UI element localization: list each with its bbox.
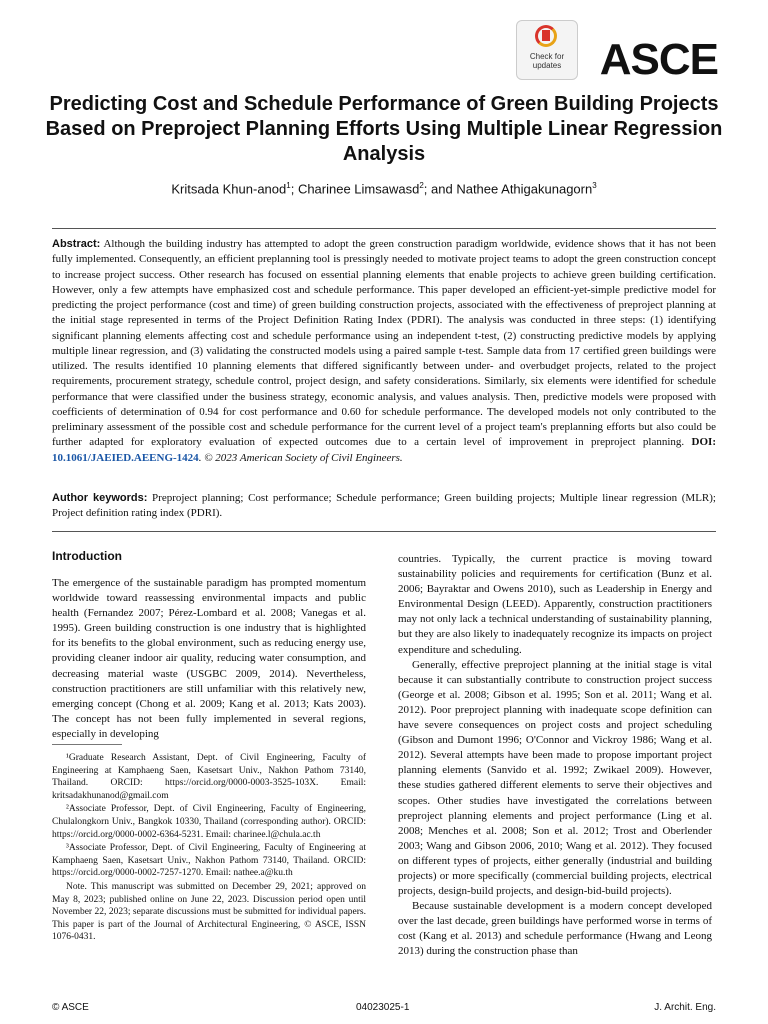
footnotes — [52, 752, 366, 945]
paragraph: countries. Typically, the current practice is moving toward sustainability policies and requirements for certification (Bunz et al. 2006; Bayraktar and Owens 2010), such as Leadership in Energy and Environmental Design (LEED). Apparently, construction practitioners may not only lack a technical understanding of sustainability planning, but they are also likely to inadequately recognize its impacts on project expenditure and scheduling. — [398, 553, 712, 656]
footnote: ¹Graduate Research Assistant, Dept. of Civil Engineering, Faculty of Engineering at Kamphaeng Saen, Kasetsart Univ., Nakhon Pathom 73140, Thailand. ORCID: https://orcid.org/0000-0003-3525-103X. Email: kritsadakhunanod@gmail.com — [52, 753, 366, 801]
author-affil: 2 — [419, 181, 424, 190]
abstract-label: Abstract: — [52, 238, 101, 250]
author-affil: 3 — [592, 181, 597, 190]
asce-logo: ASCE — [599, 35, 718, 84]
author-list: Kritsada Khun-anod$^1$; Charinee Limsawasd$^2$; and Nathee Athigakunagorn$^3$ — [171, 181, 597, 197]
abstract — [52, 237, 716, 466]
author-name: Kritsada Khun-anod — [171, 181, 287, 197]
bottom-rule — [52, 531, 716, 532]
check-for-updates-badge[interactable] — [516, 20, 578, 80]
doi-label: DOI: — [691, 436, 716, 449]
page-footer — [52, 1002, 716, 1016]
journal-name: J. Archit. Eng. — [654, 1002, 716, 1013]
page-number: 04023025-1 — [356, 1002, 410, 1013]
author-keywords — [52, 491, 716, 521]
footer-left: © ASCE — [52, 1002, 89, 1013]
footnote: Note. This manuscript was submitted on December 29, 2021; approved on May 8, 2023; published online on June 22, 2023. Discussion period open until November 22, 2023; separate discussions must be submitted for individual papers. This paper is part of the Journal of Architectural Engineering, © ASCE, ISSN 1076-0431. — [52, 881, 366, 943]
author-name: Nathee Athigakunagorn — [456, 181, 593, 197]
left-column — [52, 576, 366, 742]
keywords-label: Author keywords: — [52, 492, 148, 504]
paragraph: Because sustainable development is a modern concept developed over the last decade, green buildings have performed worse in terms of cost (Kang et al. 2013) and schedule performance (Hwang and Leong 2013) during the construction phase than — [398, 900, 712, 958]
author-name: Charinee Limsawasd — [297, 181, 420, 197]
paper-title: Predicting Cost and Schedule Performance of Green Building Projects Based on Preproject Planning Efforts Using Multiple Linear Regression Analysis — [45, 93, 723, 165]
footnote: ²Associate Professor, Dept. of Civil Engineering, Faculty of Engineering, Chulalongkorn Univ., Bangkok 10330, Thailand (corresponding author). ORCID: https://orcid.org/0000-0002-6364-5231. Email: charinee.l@chula.ac.th — [52, 804, 366, 840]
paragraph: Generally, effective preproject planning at the initial stage is vital because it can substantially contribute to construction project success (George et al. 2008; Gibson et al. 1995; Son et al. 2011; Wang et al. 2012). Poor preproject planning with inadequate scope definition can have severe consequences on project costs and project scheduling (Gibson and Dumont 1996; O'Connor and Vickroy 1986; Wang et al. 2012). Several attempts have been made to propose important project planning elements (Sanvido et al. 1992; Zwikael 2009). However, these studies gathered different elements to serve their objectives and scopes. Other studies have investigated the correlations between preproject planning elements and project performance (Ling et al. 2008; Menches et al. 2008; Son et al. 2012; Trost and Oberlender 2003; Wang and Gibson 2006, 2010; Wang et al. 2012). They focused on different types of projects, either generally (industrial and building projects) or more specifically (commercial building projects, electrical projects, design-build projects, and design-bid-build projects). — [398, 658, 712, 898]
footnote-rule — [52, 744, 122, 745]
top-rule — [52, 228, 716, 229]
author-affil: 1 — [286, 181, 291, 190]
check-for-updates-label: Check for updates — [529, 52, 565, 70]
copyright: . © 2023 American Society of Civil Engineers. — [198, 451, 403, 464]
doi-link[interactable]: 10.1061/JAEIED.AEENG-1424 — [52, 451, 199, 464]
right-column — [398, 552, 712, 960]
paragraph: The emergence of the sustainable paradigm has prompted momentum worldwide toward reassessing environmental impacts and public health (Fernandez 2007; Pérez-Lombard et al. 2008; Vanegas et al. 1995). Green building construction is one industry that is highlighted for its benefits to the global environment, such as reducing energy use, providing cleaner indoor air quality, reducing water consumption, and decreasing material waste (USGBC 2009, 2014). Nevertheless, construction practitioners are still unfamiliar with this relatively new, emerging concept (Chong et al. 2009; Kang et al. 2013; Kats 2003). The concept has not been fully implemented in several regions, especially in developing — [52, 577, 366, 740]
footnote: ³Associate Professor, Dept. of Civil Engineering, Faculty of Engineering at Kamphaeng Saen, Kasetsart Univ., Nakhon Pathom 73140, Thailand. ORCID: https://orcid.org/0000-0002-7257-1270. Email: nathee.a@ku.th — [52, 843, 366, 879]
abstract-text: Although the building industry has attempted to adopt the green construction paradigm worldwide, evidence shows that it has not been fully implemented. Consequently, an efficient preplanning tool is pressingly needed to motivate project teams to adopt the green construction concept to increase project success. Other research has focused on essential planning elements that enable projects to achieve green building certification. However, only a few attempts have emphasized cost and schedule performance. This paper developed an efficient-yet-simple predictive model for predicting the project performance (cost and time) of green building construction projects, associated with the effectiveness of preproject planning at the initial stage represented in terms of the Project Definition Rating Index (PDRI). The analysis was conducted in three steps: (1) identifying significant planning elements affecting cost and schedule performance using an independent t-test, (2) constructing predictive models by applying multiple linear regression, and (3) validating the constructed models using a paired sample t-test. Sample data from 17 certified green buildings were utilized. The results identified 10 planning elements that differed significantly between under- and overbudget projects, related to the project requirements, procurement strategy, schedule control, project design, and safety considerations. Similarly, six elements were identified for schedule performance that were classified under the business strategy, economic analysis, and values analysis. Then, predictive models were proposed with coefficients of determination of 0.94 for cost performance and 0.60 for schedule performance. The developed models not only contributed to the preliminary assessment of the possible cost and schedule performance for the current level of a project team's preplanning efforts but also could be further adapted for exploratory evaluation of expected outcomes due to a certain level of improvement in preproject planning. — [52, 238, 716, 449]
keywords-text: Preproject planning; Cost performance; Schedule performance; Green building projects; Multiple linear regression (MLR); Project definition rating index (PDRI). — [52, 492, 716, 519]
section-heading: Introduction — [52, 549, 122, 563]
